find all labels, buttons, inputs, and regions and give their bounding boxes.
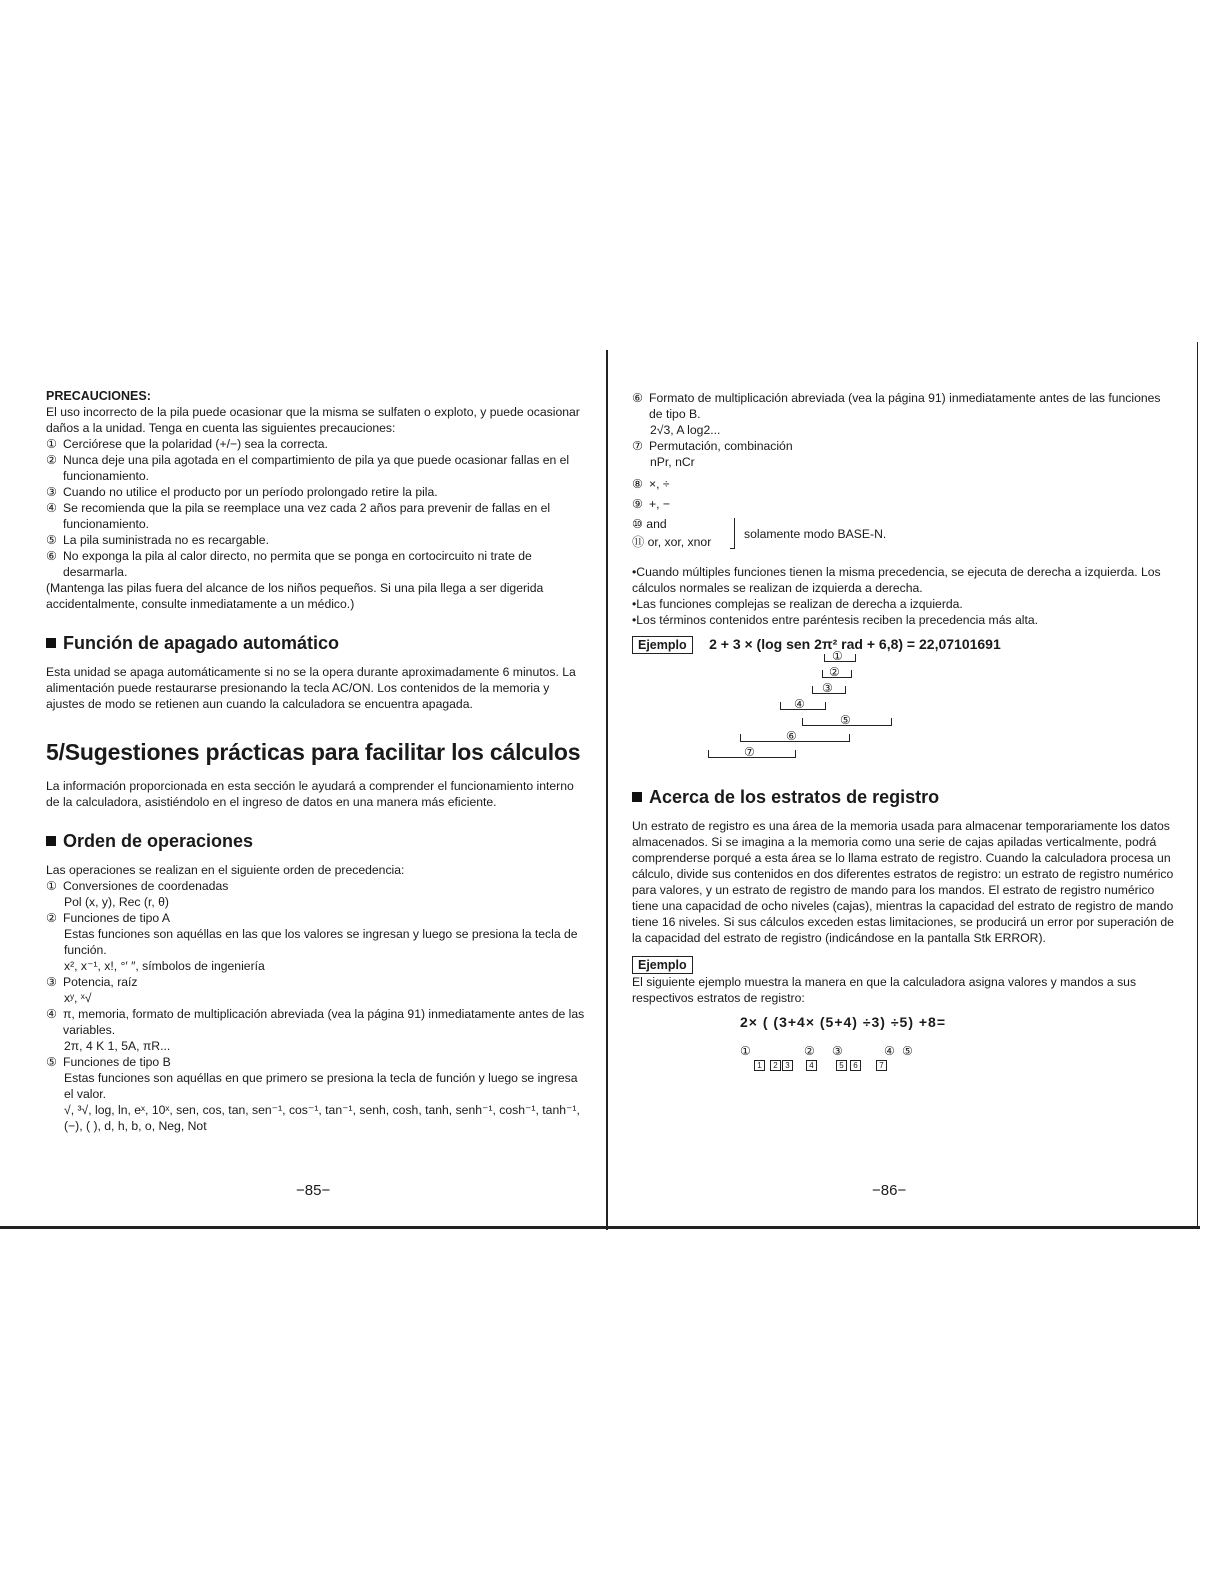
ejemplo-2-text: El siguiente ejemplo muestra la manera en que la calculadora asigna valores y mandos a sus respectivos estratos de registro:	[632, 975, 1137, 1005]
estratos-text: Un estrato de registro es una área de la memoria usada para almacenar temporariamente los datos almacenados. Si se imagina a la memoria como una serie de cajas apiladas verticalmente, podrá comprenderse porqué a esta área se lo llama estrato de registro. Cuando la calculadora procesa un cálculo, divide sus contenidos en dos diferentes estratos de registro: un estrato de registro numérico para valores, y un estrato de registro de mando para los mandos. El estrato de registro numérico tiene una capacidad de ocho niveles (cajas), mientras la capacidad del estrato de registro de mando tiene 16 niveles. Si sus cálculos exceden estas limitaciones, se producirá un error por superación de la capacidad del estrato de registro (indicándose en la pantalla Stk ERROR).	[632, 819, 1174, 945]
circled-marker: ①	[740, 1044, 751, 1058]
ejemplo-label: Ejemplo	[632, 956, 693, 974]
ejemplo-2	[632, 956, 1177, 1078]
precedence-notes: •Cuando múltiples funciones tienen la misma precedencia, se ejecuta de derecha a izquierda. Los cálculos normales se realizan de izquierda a derecha. •Las funciones complejas se realizan de derecha a izquierda. •Los términos contenidos entre paréntesis reciben la precedencia más alta.	[632, 565, 1161, 627]
precautions-title: PRECAUCIONES:	[46, 389, 151, 403]
bracket-label: ③	[822, 681, 833, 695]
base-n-note: solamente modo BASE-N.	[744, 527, 887, 541]
boxed-marker: 2	[770, 1060, 781, 1071]
circled-marker: ⑤	[902, 1044, 913, 1058]
ejemplo-1	[632, 636, 1177, 764]
list-item: ④ Se recomienda que la pila se reemplace una vez cada 2 años para prevenir de fallas en el funcionamiento.	[46, 501, 551, 531]
base-n-group	[632, 516, 1177, 556]
section-title: 5/Sugestiones prácticas para facilitar los cálculos	[46, 739, 581, 765]
bracket-label: ⑦	[744, 745, 755, 759]
list-item: ⑪ or, xor, xnor	[632, 535, 712, 549]
stack-formula: 2× ( (3+4× (5+4) ÷3) ÷5) +8=	[740, 1014, 947, 1030]
list-item: ⑨ +, −	[632, 497, 671, 511]
circled-marker: ②	[804, 1044, 815, 1058]
list-item: ② Nunca deje una pila agotada en el compartimiento de pila ya que puede ocasionar fallas en el funcionamiento.	[46, 453, 570, 483]
apagado-text: Esta unidad se apaga automáticamente si no se la opera durante aproximadamente 6 minutos. La alimentación puede restaurarse presionando la tecla AC/ON. Los contenidos de la memoria y ajustes de modo se retienen aun cuando la calculadora se encuentra apagada.	[46, 665, 576, 711]
ejemplo-label: Ejemplo	[632, 636, 693, 654]
list-item: ③ Cuando no utilice el producto por un período prolongado retire la pila.	[46, 485, 438, 499]
bracket-label: ②	[829, 665, 840, 679]
precautions-note: (Mantenga las pilas fuera del alcance de los niños pequeños. Si una pila llega a ser digerida accidentalmente, consulte inmediatamente a un médico.)	[46, 581, 544, 611]
orden-intro: Las operaciones se realizan en el siguiente orden de precedencia:	[46, 863, 405, 877]
boxed-marker: 6	[850, 1060, 861, 1071]
boxed-marker: 4	[806, 1060, 817, 1071]
center-divider	[606, 350, 608, 1230]
square-bullet-icon	[632, 792, 642, 802]
list-item: ⑩ and	[632, 517, 667, 531]
list-item: ⑤ Funciones de tipo B Estas funciones son aquéllas en que primero se presiona la tecla de función y luego se ingresa el valor. √, ³√, log, ln, eˣ, 10ˣ, sen, cos, tan, sen⁻¹, cos⁻¹, tan⁻¹, senh, cosh, tanh, senh⁻¹, cosh⁻¹, tanh⁻¹, (−), ( ), d, h, b, o, Neg, Not	[46, 1055, 580, 1133]
square-bullet-icon	[46, 836, 56, 846]
list-item: ⑧ ×, ÷	[632, 477, 670, 491]
precautions-intro: El uso incorrecto de la pila puede ocasionar que la misma se sulfaten o exploto, y puede ocasionar daños a la unidad. Tenga en cuenta las siguientes precauciones:	[46, 405, 580, 435]
list-item: ④ π, memoria, formato de multiplicación abreviada (vea la página 91) inmediatamente antes de las variables. 2π, 4 K 1, 5A, πR...	[46, 1007, 585, 1053]
left-page	[46, 380, 588, 1134]
bracket-label: ①	[832, 649, 843, 663]
circled-marker: ③	[832, 1044, 843, 1058]
boxed-marker: 5	[836, 1060, 847, 1071]
list-item: ② Funciones de tipo A Estas funciones son aquéllas en las que los valores se ingresan y luego se presiona la tecla de función. x², x⁻¹, x!, °′ ″, símbolos de ingeniería	[46, 911, 578, 973]
page-number-left: −85−	[296, 1182, 331, 1199]
list-item: ① Cerciórese que la polaridad (+/−) sea la correcta.	[46, 437, 328, 451]
estratos-heading: Acerca de los estratos de registro	[632, 786, 1177, 808]
orden-list	[46, 878, 588, 1134]
bracket-label: ④	[794, 697, 805, 711]
stack-formula-block	[632, 1014, 1177, 1078]
boxed-marker: 7	[876, 1060, 887, 1071]
list-item: ⑥ Formato de multiplicación abreviada (vea la página 91) inmediatamente antes de las funciones de tipo B. 2√3, A log2...	[632, 391, 1161, 437]
right-page	[632, 390, 1177, 1078]
page-number-right: −86−	[872, 1182, 907, 1199]
bracket-label: ⑤	[840, 713, 851, 727]
apagado-heading: Función de apagado automático	[46, 632, 588, 654]
brace-bracket	[730, 518, 735, 549]
ejemplo-expression: 2 + 3 × (log sen 2π² rad + 6,8) = 22,07101691	[709, 636, 1001, 652]
circled-marker: ④	[884, 1044, 895, 1058]
orden-heading: Orden de operaciones	[46, 830, 588, 852]
section-intro: La información proporcionada en esta sección le ayudará a comprender el funcionamiento interno de la calculadora, asistiéndolo en el ingreso de datos en una manera más eficiente.	[46, 779, 574, 809]
bracket-label: ⑥	[786, 729, 797, 743]
precautions-list	[46, 436, 588, 580]
list-item: ⑤ La pila suministrada no es recargable.	[46, 533, 269, 547]
square-bullet-icon	[46, 638, 56, 648]
right-edge	[1197, 342, 1198, 1228]
list-item: ③ Potencia, raíz xʸ, ˣ√	[46, 975, 138, 1005]
list-item: ⑦ Permutación, combinación nPr, nCr	[632, 439, 793, 469]
list-item: ① Conversiones de coordenadas Pol (x, y), Rec (r, θ)	[46, 879, 229, 909]
bottom-rule	[0, 1226, 1200, 1229]
stack-markers	[740, 1034, 1040, 1074]
boxed-marker: 1	[754, 1060, 765, 1071]
list-item: ⑥ No exponga la pila al calor directo, no permita que se ponga en cortocircuito ni trate de desarmarla.	[46, 549, 532, 579]
boxed-marker: 3	[782, 1060, 793, 1071]
